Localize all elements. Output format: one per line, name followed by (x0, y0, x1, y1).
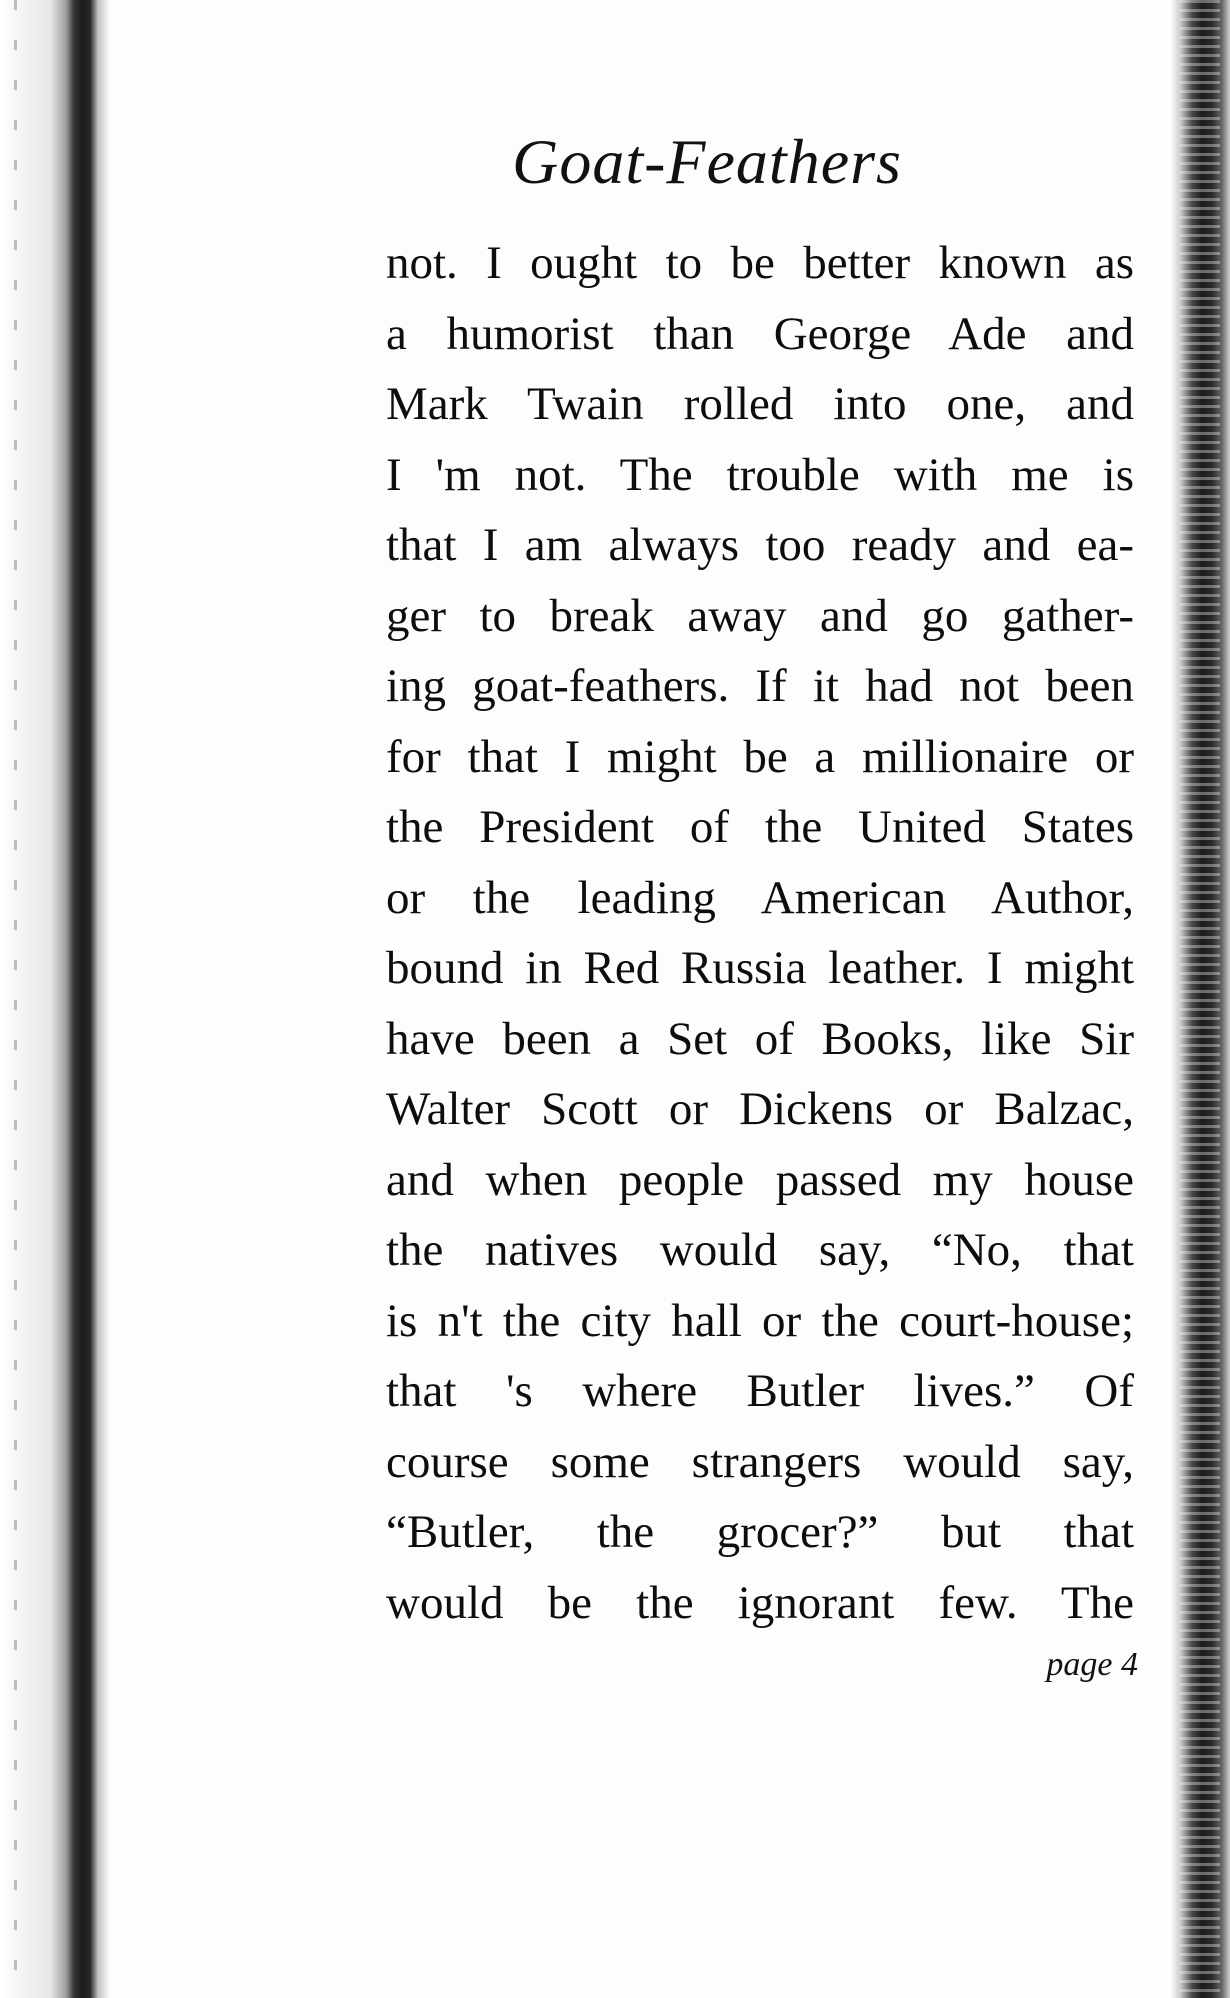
page-edge-texture (1180, 0, 1220, 1998)
text-line: Walter Scott or Dickens or Balzac, (386, 1083, 1134, 1135)
text-line: that I am always too ready and ea- (386, 519, 1134, 571)
text-line: a humorist than George Ade and (386, 307, 1134, 360)
text-line: ing goat-feathers. If it had not been (386, 660, 1134, 712)
text-line: or the leading American Author, (386, 871, 1134, 924)
page-number: page 4 (1046, 1646, 1138, 1683)
body-text (386, 228, 1134, 1638)
running-head: Goat-Feathers (512, 126, 902, 197)
text-line: that 's where Butler lives.” Of (386, 1365, 1134, 1417)
text-line: the President of the United States (386, 801, 1134, 853)
text-line: Mark Twain rolled into one, and (386, 378, 1134, 430)
scan-streak (14, 0, 17, 1998)
text-line: and when people passed my house (386, 1153, 1134, 1206)
text-line: bound in Red Russia leather. I might (386, 942, 1134, 994)
text-line: for that I might be a millionaire or (386, 730, 1134, 783)
text-line: the natives would say, “No, that (386, 1224, 1134, 1276)
text-line: ger to break away and go gather- (386, 589, 1134, 642)
text-line: is n't the city hall or the court-house; (386, 1294, 1134, 1347)
text-line: I 'm not. The trouble with me is (386, 448, 1134, 501)
text-line: “Butler, the grocer?” but that (386, 1506, 1134, 1558)
text-line: would be the ignorant few. The (386, 1576, 1134, 1629)
text-line: not. I ought to be better known as (386, 237, 1134, 289)
text-line: course some strangers would say, (386, 1435, 1134, 1488)
text-line: have been a Set of Books, like Sir (386, 1012, 1134, 1065)
